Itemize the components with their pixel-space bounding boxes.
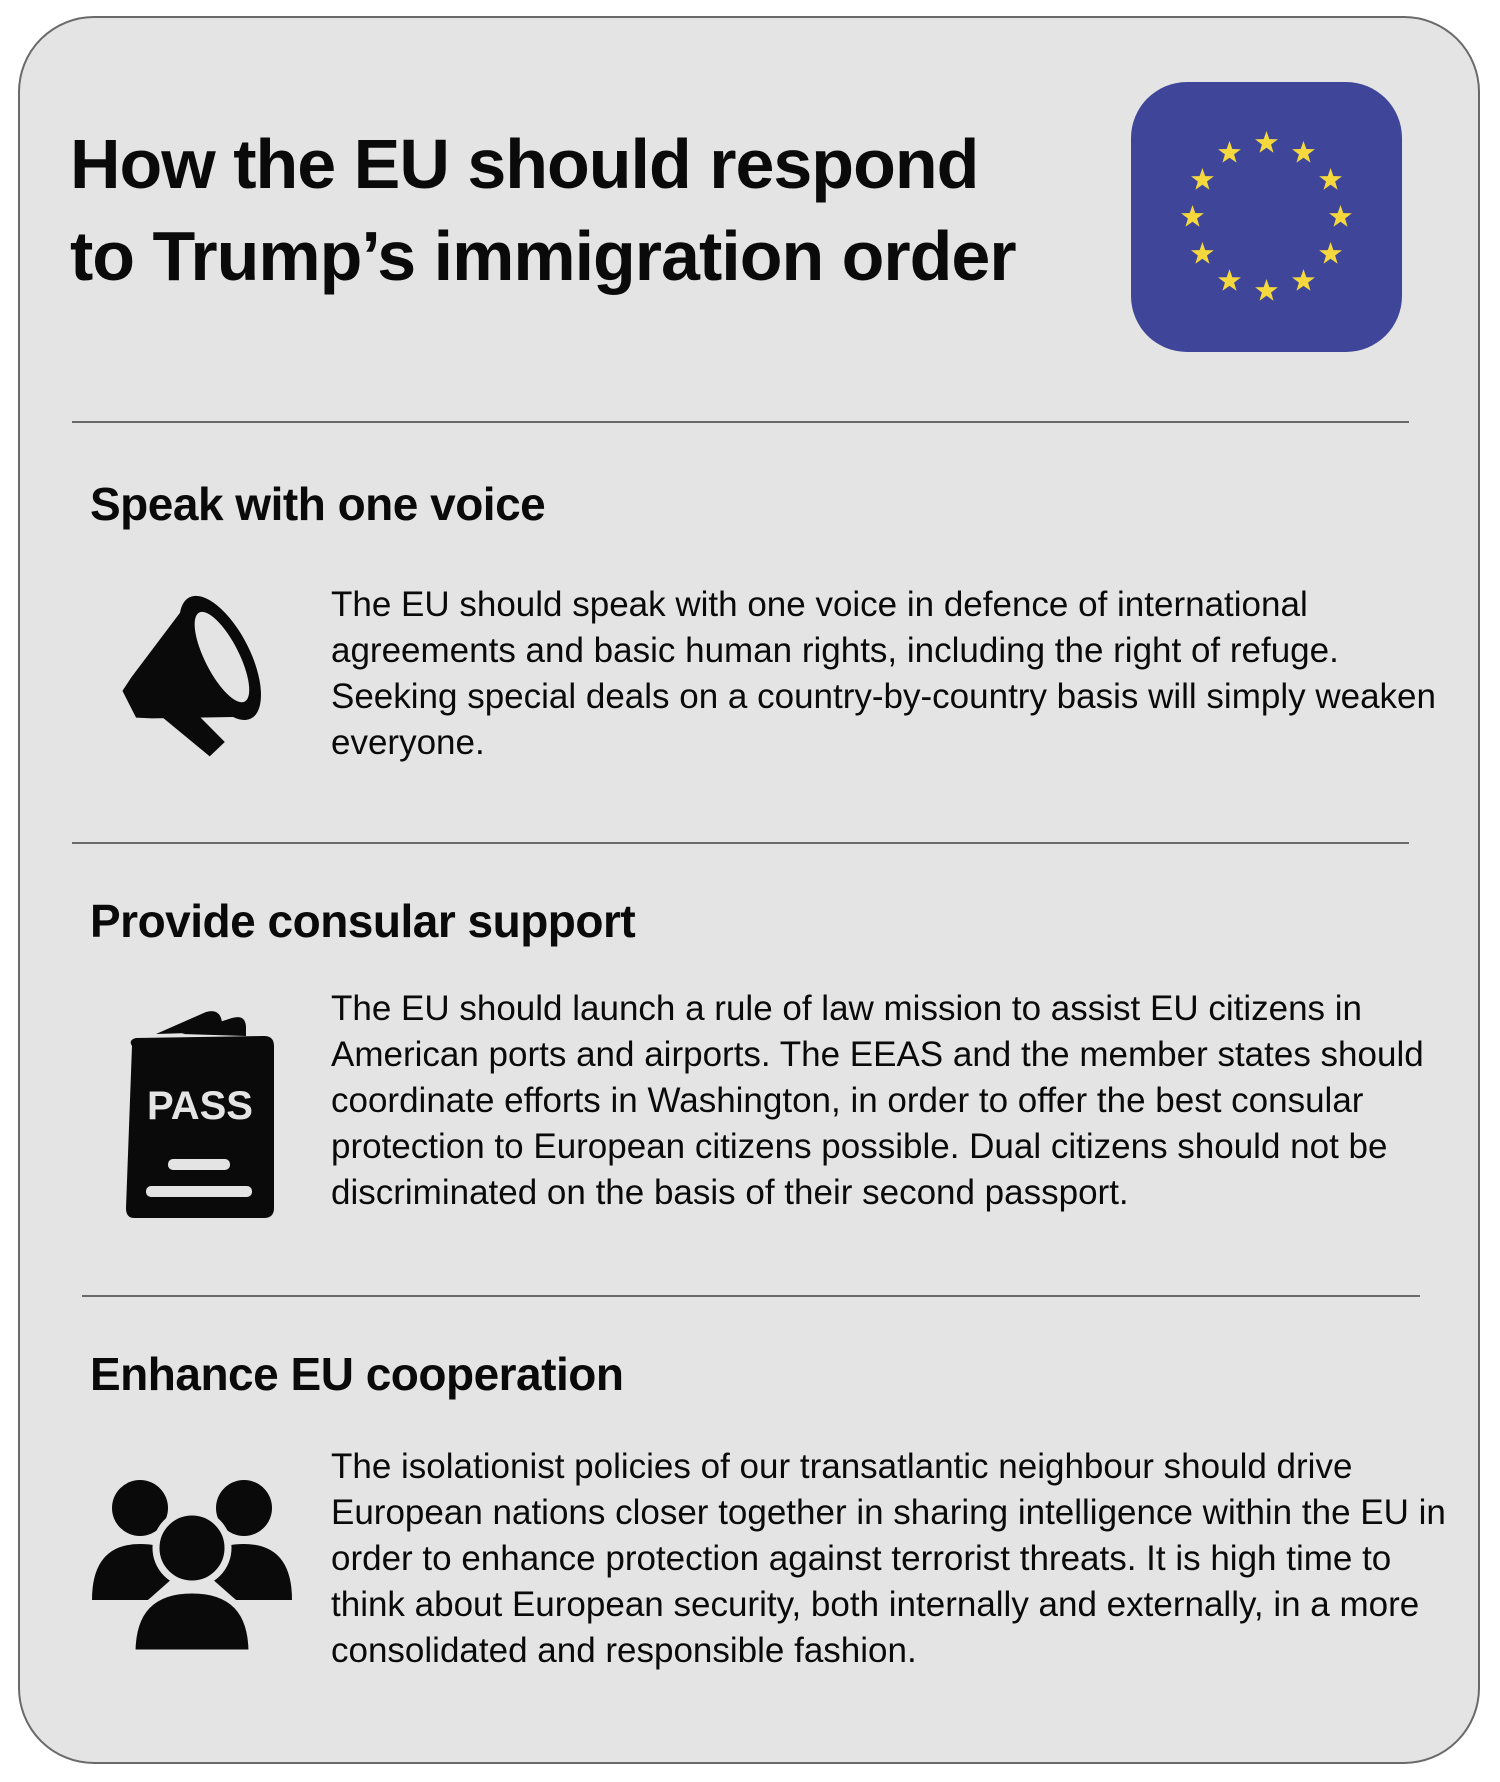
section-body-enhance-eu-cooperation: The isolationist policies of our transatlantic neighbour should drive European nations closer together in sharing intelligence within the EU in order to enhance protection against terrorist threats. It is high time to think about European security, both internally and externally, in a more consolidated and responsible fashion. bbox=[331, 1447, 1446, 1670]
megaphone-icon bbox=[112, 585, 282, 765]
passport-label: PASS bbox=[147, 1084, 253, 1128]
section-body-provide-consular-support: The EU should launch a rule of law mission to assist EU citizens in American ports and airports. The EEAS and the member states should coordinate efforts in Washington, in order to offer the best consular protection to European citizens possible. Dual citizens should not be discriminated on the basis of their second passport. bbox=[331, 989, 1424, 1212]
section-heading-enhance-eu-cooperation: Enhance EU cooperation bbox=[90, 1348, 624, 1400]
section-divider bbox=[82, 1295, 1420, 1297]
page-title: How the EU should respond to Trump’s immigration order bbox=[70, 125, 1016, 295]
section-divider bbox=[72, 842, 1409, 844]
eu-flag-icon bbox=[1131, 82, 1402, 352]
section-divider bbox=[72, 421, 1409, 423]
section-heading-speak-with-one-voice: Speak with one voice bbox=[90, 478, 546, 530]
section-body-speak-with-one-voice: The EU should speak with one voice in defence of international agreements and basic human rights, including the right of refuge. Seeking special deals on a country-by-country basis will simply weaken everyone. bbox=[331, 585, 1436, 762]
passport-icon bbox=[124, 1010, 274, 1225]
section-heading-provide-consular-support: Provide consular support bbox=[90, 895, 636, 947]
people-group-icon bbox=[92, 1478, 292, 1658]
